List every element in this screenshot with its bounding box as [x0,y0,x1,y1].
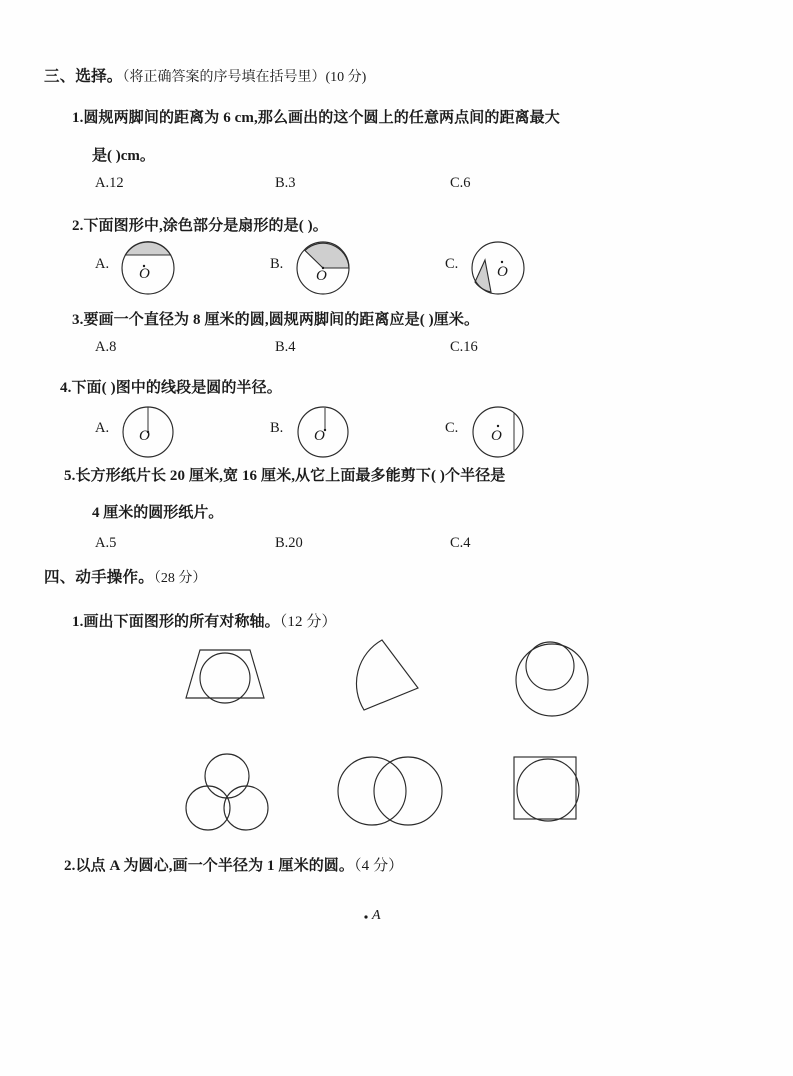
question-2-text: 下面图形中,涂色部分是扇形的是( )。 [83,218,328,234]
figure-square-with-inscribed-circle [508,752,588,830]
figure-circle-radius-up [117,400,179,462]
question-4-text: 下面( )图中的线段是圆的半径。 [71,380,282,396]
question-5-text: 长方形纸片长 20 厘米,宽 16 厘米,从它上面最多能剪下( )个半径是 [75,468,506,484]
option-value: 6 [463,175,471,191]
question-2-option-c-label[interactable]: C. [445,256,459,272]
option-label: A. [95,535,110,551]
question-4-option-b-label[interactable]: B. [270,420,284,436]
question-5-number: 5. [64,468,76,484]
operation-question-1 [72,610,337,631]
option-label: C. [450,339,464,355]
operation-question-2-points: （4 分） [354,858,404,874]
question-3-text: 要画一个直径为 8 厘米的圆,圆规两脚间的距离应是( )厘米。 [83,312,480,328]
section-three-note: （将正确答案的序号填在括号里）(10 分) [122,70,367,85]
question-1-option-a[interactable] [95,175,124,192]
option-value: 5 [109,535,117,551]
option-label: B. [275,339,289,355]
option-label: B. [275,175,289,191]
question-1-option-b[interactable] [275,175,296,192]
question-5 [64,464,505,485]
section-three-title: 三、选择。 [44,68,123,85]
circle-center-label-o: O [497,264,508,280]
figure-circle-shaded-segment [117,236,179,298]
option-label: C. [450,175,464,191]
circle-center-label-o: O [316,268,327,284]
figure-three-tangent-circles [182,752,274,834]
circle-center-label-o: O [491,428,502,444]
question-1 [72,106,560,127]
option-value: 8 [109,339,117,355]
question-4-option-a-label[interactable]: A. [95,420,110,436]
figure-two-overlapping-circles [330,752,450,830]
section-four-note: （28 分） [153,571,207,586]
question-2-option-b-label[interactable]: B. [270,256,284,272]
operation-question-2 [64,854,403,875]
question-3-option-a[interactable] [95,339,116,356]
option-value: 12 [109,175,124,191]
question-2-number: 2. [72,218,84,234]
question-1-option-c[interactable] [450,175,471,192]
circle-center-label-o: O [139,428,150,444]
figure-circle-chord-right [467,400,529,462]
option-label: B. [275,535,289,551]
figure-two-circles-nested [508,634,600,720]
question-5-option-b[interactable] [275,535,303,552]
option-value: 16 [463,339,478,355]
figure-sector-fan-shape [340,636,436,716]
question-2 [72,214,328,235]
point-a-label: A [372,908,381,923]
operation-question-1-number: 1. [72,614,84,630]
question-1-text-line2: 是( )cm。 [92,148,155,164]
operation-question-1-points: （12 分） [279,614,337,630]
question-4 [60,376,282,397]
circle-center-label-o: O [139,266,150,282]
question-3-option-b[interactable] [275,339,296,356]
question-4-number: 4. [60,380,72,396]
section-four-title: 四、动手操作。 [44,569,154,586]
option-label: A. [95,339,110,355]
question-1-text: 圆规两脚间的距离为 6 cm,那么画出的这个圆上的任意两点间的距离最大 [83,110,560,126]
question-2-option-a-label[interactable]: A. [95,256,110,272]
question-3-option-c[interactable] [450,339,478,356]
question-5-text-line2: 4 厘米的圆形纸片。 [92,505,224,521]
operation-question-1-text: 画出下面图形的所有对称轴。 [83,614,280,630]
circle-center-label-o: O [314,428,325,444]
option-value: 20 [288,535,303,551]
figure-circle-shaded-small-region [467,236,529,298]
figure-trapezoid-with-inscribed-circle [180,640,270,710]
figure-circle-shaded-sector [292,236,354,298]
option-label: A. [95,175,110,191]
question-4-option-c-label[interactable]: C. [445,420,459,436]
question-5-option-a[interactable] [95,535,116,552]
figure-circle-radius-up-short [292,400,354,462]
section-heading-four [44,565,206,587]
option-value: 3 [288,175,296,191]
section-heading-three [44,64,366,86]
question-3-number: 3. [72,312,84,328]
question-3 [72,308,479,329]
option-value: 4 [463,535,471,551]
option-label: C. [450,535,464,551]
question-1-number: 1. [72,110,84,126]
question-5-option-c[interactable] [450,535,471,552]
operation-question-2-text: 以点 A 为圆心,画一个半径为 1 厘米的圆。 [75,858,355,874]
operation-question-2-number: 2. [64,858,76,874]
option-value: 4 [288,339,296,355]
